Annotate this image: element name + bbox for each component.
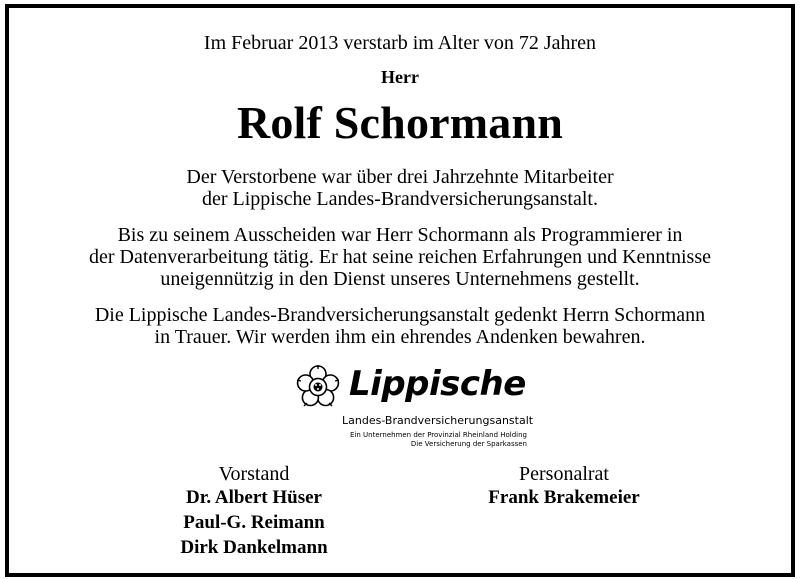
paragraph-2-line-3: uneigennützig in den Dienst unseres Unternehmens gestellt. [160,268,640,290]
board-member-3: Dirk Dankelmann [180,537,328,558]
paragraph-3-line-1: Die Lippische Landes-Brandversicherungsanstalt gedenkt Herrn Schormann [94,304,706,326]
paragraph-3 [9,304,791,348]
paragraph-3-line-2: in Trauer. Wir werden ihm ein ehrendes Andenken bewahren. [154,326,646,348]
board-member-1: Dr. Albert Hüser [186,487,322,508]
logo-tagline-1: Ein Unternehmen der Provinzial Rheinland Holding [349,431,527,439]
board-title: Vorstand [218,463,290,485]
logo-wordmark: Lippische [349,364,526,404]
salutation: Herr [381,67,419,87]
lippe-rose-icon [295,364,341,410]
deceased-name: Rolf Schormann [236,97,564,148]
obituary-frame [5,4,795,577]
paragraph-1-line-1: Der Verstorbene war über drei Jahrzehnte Mitarbeiter [186,166,614,188]
paragraph-2-line-2: der Datenverarbeitung tätig. Er hat seine reichen Erfahrungen und Kenntnisse [89,246,711,268]
board-member-2: Paul-G. Reimann [183,512,325,533]
paragraph-2-line-1: Bis zu seinem Ausscheiden war Herr Schormann als Programmierer in [117,224,683,246]
staff-council-member-1: Frank Brakemeier [488,487,640,508]
signature-staff-council [449,463,679,510]
paragraph-1 [9,166,791,210]
paragraph-1-line-2: der Lippische Landes-Brandversicherungsanstalt. [202,188,598,210]
signature-board [139,463,369,560]
logo-subtitle: Landes-Brandversicherungsanstalt [342,414,534,427]
company-logo [291,360,541,456]
paragraph-2 [9,224,791,290]
intro-line: Im Februar 2013 verstarb im Alter von 72 Jahren [203,32,597,54]
staff-council-title: Personalrat [519,463,609,485]
logo-tagline-2: Die Versicherung der Sparkassen [410,440,527,448]
